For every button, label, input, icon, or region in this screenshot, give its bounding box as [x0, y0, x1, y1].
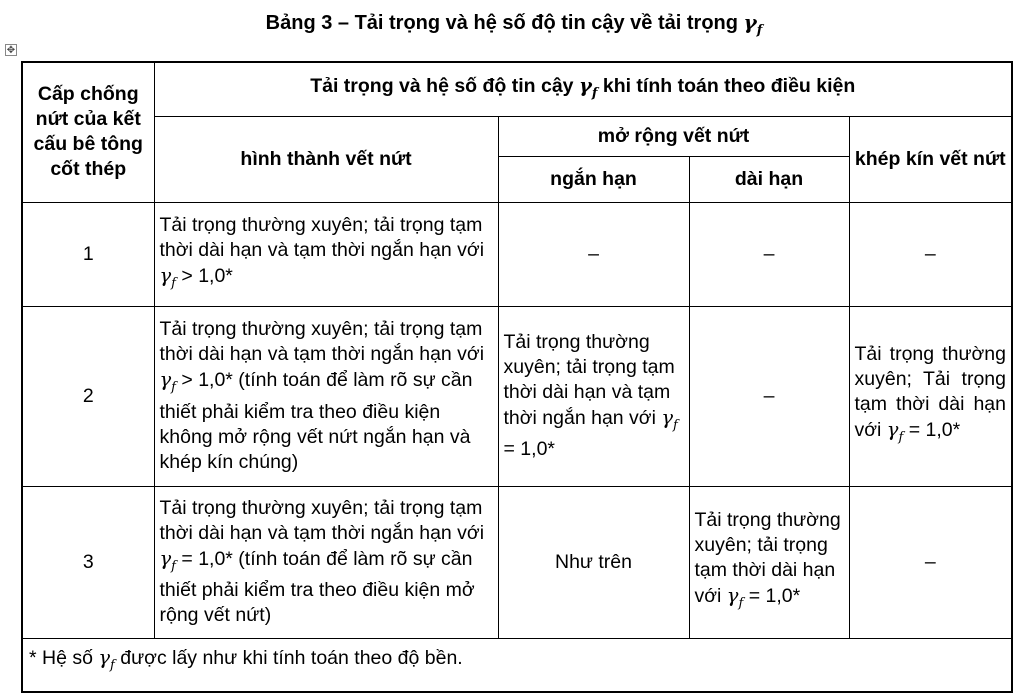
header-conditions: Tải trọng và hệ số độ tin cậy $\gamma_f$ khi tính toán theo điều kiện	[154, 62, 1012, 116]
table-row	[22, 202, 1012, 306]
move-handle-icon[interactable]: ✥	[6, 45, 16, 56]
header-opening: mở rộng vết nứt	[498, 116, 849, 156]
crack-level: 3	[22, 486, 154, 638]
formation-cell: Tải trọng thường xuyên; tải trọng tạm thời dài hạn và tạm thời ngắn hạn với $\gamma_f > 1,0*$	[154, 202, 498, 306]
short-term-cell: Tải trọng thường xuyên; tải trọng tạm thời dài hạn và tạm thời ngắn hạn với $\gamma_f = 1,0*$	[498, 306, 689, 486]
crack-level: 1	[22, 202, 154, 306]
short-term-cell: Như trên	[498, 486, 689, 638]
long-term-cell: Tải trọng thường xuyên; tải trọng tạm thời dài hạn với $\gamma_f = 1,0*$	[689, 486, 849, 638]
header-long-term: dài hạn	[689, 156, 849, 202]
table-caption: Bảng 3 – Tải trọng và hệ số độ tin cậy về tải trọng $\gamma_f$	[265, 10, 763, 38]
table-row	[22, 486, 1012, 638]
short-term-cell: –	[498, 202, 689, 306]
long-term-cell: –	[689, 202, 849, 306]
table-row	[22, 306, 1012, 486]
header-crack-level: Cấp chống nứt của kết cấu bê tông cốt thép	[22, 62, 154, 202]
footnote: * Hệ số $\gamma_f$ được lấy như khi tính toán theo độ bền.	[22, 638, 1012, 692]
closing-cell: Tải trọng thường xuyên; Tải trọng tạm thời dài hạn với $\gamma_f = 1,0*$	[849, 306, 1012, 486]
load-factor-table	[21, 61, 1013, 693]
crack-level: 2	[22, 306, 154, 486]
formation-cell: Tải trọng thường xuyên; tải trọng tạm thời dài hạn và tạm thời ngắn hạn với $\gamma_f > 1,0*$ (tính toán để làm rõ sự cần thiết phải kiểm tra theo điều kiện không mở rộng vết nứt ngắn hạn và khép kín chúng)	[154, 306, 498, 486]
header-closing: khép kín vết nứt	[849, 116, 1012, 202]
closing-cell: –	[849, 202, 1012, 306]
long-term-cell: –	[689, 306, 849, 486]
header-formation: hình thành vết nứt	[154, 116, 498, 202]
header-short-term: ngắn hạn	[498, 156, 689, 202]
formation-cell: Tải trọng thường xuyên; tải trọng tạm thời dài hạn và tạm thời ngắn hạn với $\gamma_f = 1,0*$ (tính toán để làm rõ sự cần thiết phải kiểm tra theo điều kiện mở rộng vết nứt)	[154, 486, 498, 638]
closing-cell: –	[849, 486, 1012, 638]
